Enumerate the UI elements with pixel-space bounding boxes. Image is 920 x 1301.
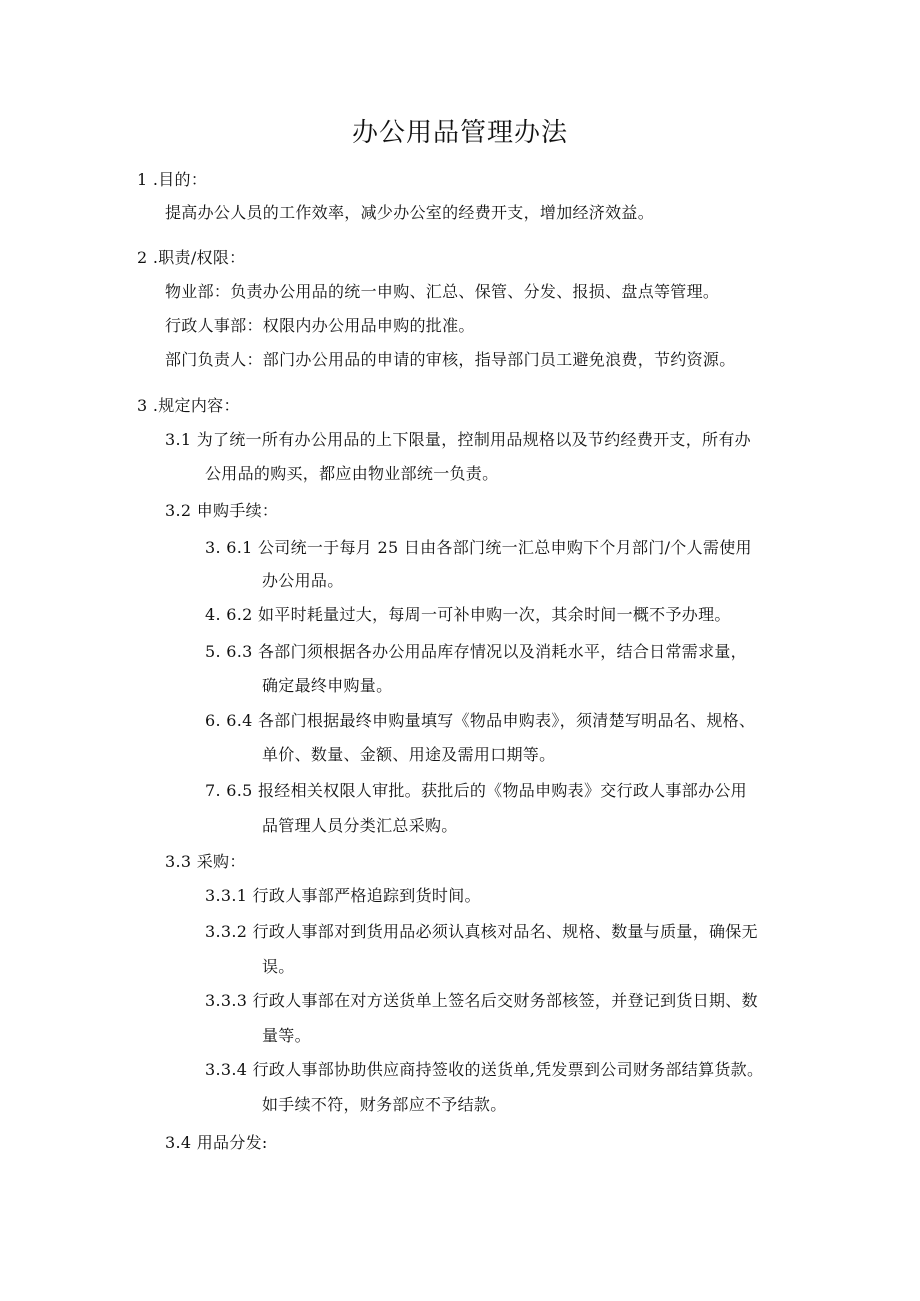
section-1-heading: 1 .目的： [137, 170, 208, 189]
list-item: 3.3.2 行政人事部对到货用品必须认真核对品名、规格、数量与质量，确保无 [205, 922, 758, 941]
list-item-cont: 单价、数量、金额、用途及需用口期等。 [262, 745, 556, 764]
section-2-heading: 2 .职责/权限： [137, 248, 246, 267]
list-item: 4. 6.2 如平时耗量过大，每周一可补申购一次，其余时间一概不予办理。 [205, 605, 731, 624]
list-item: 3.3.3 行政人事部在对方送货单上签名后交财务部核签，并登记到货日期、数 [205, 991, 758, 1010]
section-2-line: 物业部：负责办公用品的统一申购、汇总、保管、分发、报损、盘点等管理。 [165, 282, 720, 301]
clause-3-2: 3.2 申购手续： [165, 501, 279, 520]
list-item-cont: 量等。 [262, 1026, 311, 1045]
section-2-line: 行政人事部：权限内办公用品申购的批准。 [165, 316, 475, 335]
clause-3-3: 3.3 采购： [165, 852, 246, 871]
section-3-heading: 3 .规定内容： [137, 396, 240, 415]
list-item-cont: 如手续不符，财务部应不予结款。 [262, 1095, 507, 1114]
list-item: 3.3.1 行政人事部严格追踪到货时间。 [205, 886, 481, 905]
list-item: 7. 6.5 报经相关权限人审批。获批后的《物品申购表》交行政人事部办公用 [205, 781, 747, 800]
list-item-cont: 误。 [262, 957, 295, 976]
section-2-line: 部门负责人：部门办公用品的申请的审核，指导部门员工避免浪费，节约资源。 [165, 350, 736, 369]
clause-3-1: 3.1 为了统一所有办公用品的上下限量，控制用品规格以及节约经费开支，所有办 [165, 430, 751, 449]
list-item: 5. 6.3 各部门须根据各办公用品库存情况以及消耗水平，结合日常需求量， [205, 642, 747, 661]
list-item: 6. 6.4 各部门根据最终申购量填写《物品申购表》，须清楚写明品名、规格、 [205, 711, 756, 730]
document-title: 办公用品管理办法 [351, 118, 568, 148]
list-item: 3.3.4 行政人事部协助供应商持签收的送货单,凭发票到公司财务部结算货款。 [205, 1060, 764, 1079]
section-1-body: 提高办公人员的工作效率，减少办公室的经费开支，增加经济效益。 [165, 203, 655, 222]
list-item-cont: 品管理人员分类汇总采购。 [262, 816, 458, 835]
clause-3-1-cont: 公用品的购买，都应由物业部统一负责。 [205, 464, 499, 483]
list-item: 3. 6.1 公司统一于每月 25 日由各部门统一汇总申购下个月部门/个人需使用 [205, 538, 752, 557]
list-item-cont: 确定最终申购量。 [262, 676, 393, 695]
list-item-cont: 办公用品。 [262, 571, 344, 590]
clause-3-4: 3.4 用品分发: [165, 1133, 268, 1152]
